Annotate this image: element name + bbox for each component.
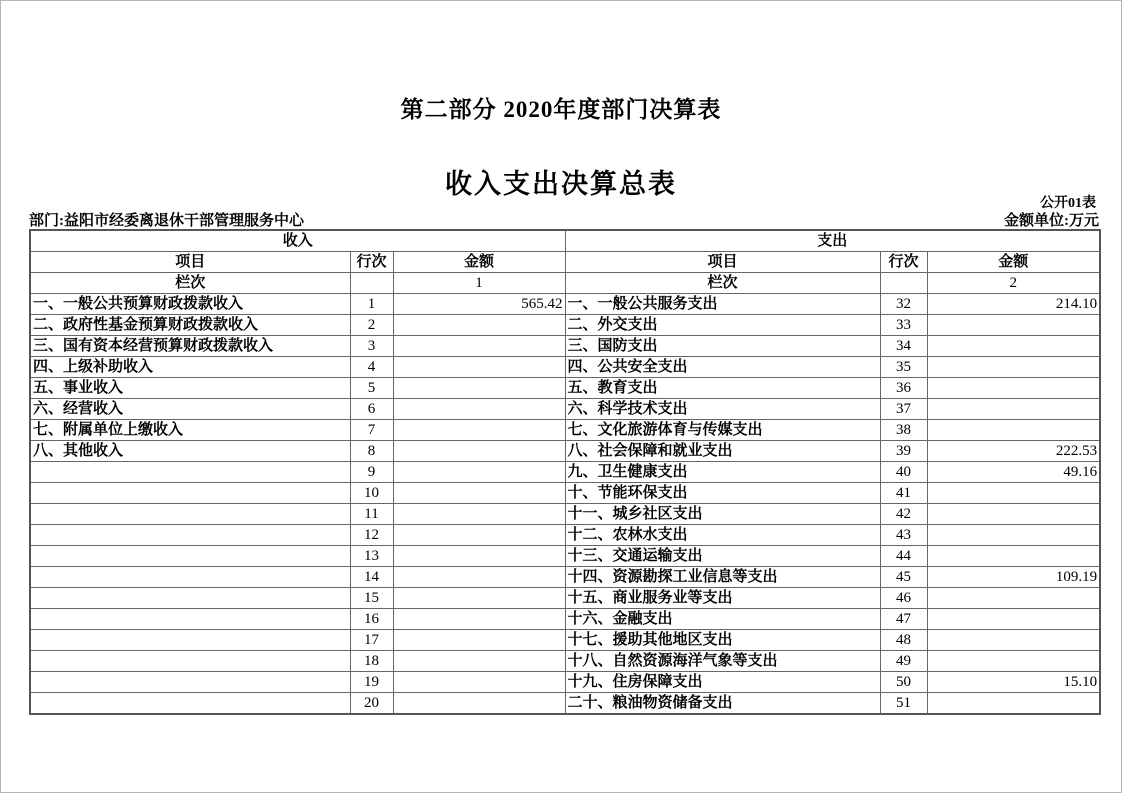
- expense-item-cell: 五、教育支出: [565, 378, 880, 399]
- table-row: [30, 399, 1100, 420]
- expense-amount-cell: [927, 588, 1100, 609]
- expense-col-line: 行次: [880, 252, 927, 273]
- table-row: [30, 378, 1100, 399]
- income-col-item: 项目: [30, 252, 350, 273]
- income-item-cell: 七、附属单位上缴收入: [30, 420, 350, 441]
- expense-amount-cell: [927, 378, 1100, 399]
- expense-item-cell: 十七、援助其他地区支出: [565, 630, 880, 651]
- income-line-cell: 8: [350, 441, 393, 462]
- income-col-line: 行次: [350, 252, 393, 273]
- expense-amount-cell: [927, 504, 1100, 525]
- table-row: [30, 630, 1100, 651]
- table-code: 公开01表: [1040, 196, 1096, 211]
- income-line-cell: 9: [350, 462, 393, 483]
- income-line-cell: 14: [350, 567, 393, 588]
- table-row: [30, 567, 1100, 588]
- expense-line-cell: 40: [880, 462, 927, 483]
- expense-item-cell: 四、公共安全支出: [565, 357, 880, 378]
- income-amount-cell: [393, 357, 565, 378]
- income-line-cell: 20: [350, 693, 393, 715]
- expense-item-cell: 二、外交支出: [565, 315, 880, 336]
- income-line-cell: 18: [350, 651, 393, 672]
- expense-item-cell: 十六、金融支出: [565, 609, 880, 630]
- income-line-cell: 17: [350, 630, 393, 651]
- income-line-cell: 2: [350, 315, 393, 336]
- table-row: [30, 504, 1100, 525]
- expense-amount-cell: [927, 399, 1100, 420]
- expense-line-cell: 33: [880, 315, 927, 336]
- expense-item-cell: 一、一般公共服务支出: [565, 294, 880, 315]
- income-amount-cell: [393, 315, 565, 336]
- expense-line-cell: 51: [880, 693, 927, 715]
- expense-item-cell: 十一、城乡社区支出: [565, 504, 880, 525]
- income-col-number: 1: [393, 273, 565, 294]
- lanci-row: [30, 273, 1100, 294]
- income-item-cell: [30, 651, 350, 672]
- table-row: [30, 672, 1100, 693]
- income-amount-cell: [393, 651, 565, 672]
- income-item-cell: 八、其他收入: [30, 441, 350, 462]
- expense-line-cell: 38: [880, 420, 927, 441]
- expense-item-cell: 六、科学技术支出: [565, 399, 880, 420]
- income-amount-cell: [393, 462, 565, 483]
- income-line-cell: 16: [350, 609, 393, 630]
- expense-item-cell: 十三、交通运输支出: [565, 546, 880, 567]
- expense-line-cell: 44: [880, 546, 927, 567]
- income-item-cell: [30, 525, 350, 546]
- income-col-amount: 金额: [393, 252, 565, 273]
- income-amount-cell: [393, 378, 565, 399]
- table-row: [30, 693, 1100, 715]
- income-line-cell: 13: [350, 546, 393, 567]
- income-line-cell: 19: [350, 672, 393, 693]
- income-line-cell: 6: [350, 399, 393, 420]
- table-row: [30, 588, 1100, 609]
- income-line-cell: 12: [350, 525, 393, 546]
- income-item-cell: [30, 588, 350, 609]
- expense-line-cell: 43: [880, 525, 927, 546]
- expense-amount-cell: [927, 483, 1100, 504]
- expense-col-amount: 金额: [927, 252, 1100, 273]
- income-item-cell: 五、事业收入: [30, 378, 350, 399]
- expense-amount-cell: 214.10: [927, 294, 1100, 315]
- expense-line-cell: 49: [880, 651, 927, 672]
- expense-item-cell: 九、卫生健康支出: [565, 462, 880, 483]
- income-line-cell: 15: [350, 588, 393, 609]
- expense-amount-cell: [927, 336, 1100, 357]
- expense-line-cell: 45: [880, 567, 927, 588]
- income-amount-cell: 565.42: [393, 294, 565, 315]
- table-row: [30, 483, 1100, 504]
- income-amount-cell: [393, 567, 565, 588]
- income-amount-cell: [393, 504, 565, 525]
- meta-row: [29, 209, 1099, 230]
- income-lanci-blank: [350, 273, 393, 294]
- income-item-cell: [30, 546, 350, 567]
- table-row: [30, 651, 1100, 672]
- income-amount-cell: [393, 483, 565, 504]
- income-amount-cell: [393, 672, 565, 693]
- expense-lanci-label: 栏次: [565, 273, 880, 294]
- expense-amount-cell: [927, 420, 1100, 441]
- income-line-cell: 7: [350, 420, 393, 441]
- expense-amount-cell: [927, 651, 1100, 672]
- expense-col-item: 项目: [565, 252, 880, 273]
- expense-item-cell: 十五、商业服务业等支出: [565, 588, 880, 609]
- income-amount-cell: [393, 546, 565, 567]
- income-item-cell: 二、政府性基金预算财政拨款收入: [30, 315, 350, 336]
- income-amount-cell: [393, 630, 565, 651]
- income-line-cell: 1: [350, 294, 393, 315]
- income-item-cell: [30, 672, 350, 693]
- expense-line-cell: 39: [880, 441, 927, 462]
- part-title: 第二部分 2020年度部门决算表: [400, 97, 722, 122]
- expense-line-cell: 50: [880, 672, 927, 693]
- expense-amount-cell: 49.16: [927, 462, 1100, 483]
- income-item-cell: [30, 567, 350, 588]
- table-row: [30, 525, 1100, 546]
- expense-item-cell: 八、社会保障和就业支出: [565, 441, 880, 462]
- income-line-cell: 11: [350, 504, 393, 525]
- income-item-cell: [30, 504, 350, 525]
- expense-amount-cell: [927, 693, 1100, 715]
- expense-amount-cell: [927, 546, 1100, 567]
- budget-table: [29, 229, 1101, 715]
- section-header-row: [30, 230, 1100, 252]
- expense-amount-cell: 15.10: [927, 672, 1100, 693]
- table-row: [30, 420, 1100, 441]
- income-section-header: 收入: [30, 230, 565, 252]
- expense-line-cell: 48: [880, 630, 927, 651]
- expense-line-cell: 36: [880, 378, 927, 399]
- table-row: [30, 357, 1100, 378]
- expense-line-cell: 46: [880, 588, 927, 609]
- unit-label: 金额单位:万元: [1004, 213, 1099, 229]
- table-row: [30, 294, 1100, 315]
- income-amount-cell: [393, 693, 565, 715]
- table-row: [30, 546, 1100, 567]
- income-amount-cell: [393, 420, 565, 441]
- table-body: [30, 294, 1100, 715]
- expense-amount-cell: 222.53: [927, 441, 1100, 462]
- income-item-cell: [30, 483, 350, 504]
- table-row: [30, 336, 1100, 357]
- table-row: [30, 609, 1100, 630]
- expense-line-cell: 35: [880, 357, 927, 378]
- income-line-cell: 4: [350, 357, 393, 378]
- expense-line-cell: 32: [880, 294, 927, 315]
- income-amount-cell: [393, 609, 565, 630]
- expense-item-cell: 十九、住房保障支出: [565, 672, 880, 693]
- table-title: 收入支出决算总表: [445, 169, 677, 199]
- expense-amount-cell: [927, 609, 1100, 630]
- income-line-cell: 5: [350, 378, 393, 399]
- expense-section-header: 支出: [565, 230, 1100, 252]
- income-item-cell: 三、国有资本经营预算财政拨款收入: [30, 336, 350, 357]
- income-amount-cell: [393, 336, 565, 357]
- expense-line-cell: 47: [880, 609, 927, 630]
- table-row: [30, 462, 1100, 483]
- expense-item-cell: 三、国防支出: [565, 336, 880, 357]
- income-amount-cell: [393, 399, 565, 420]
- expense-amount-cell: [927, 315, 1100, 336]
- income-amount-cell: [393, 588, 565, 609]
- income-item-cell: [30, 630, 350, 651]
- income-item-cell: [30, 693, 350, 715]
- income-lanci-label: 栏次: [30, 273, 350, 294]
- expense-item-cell: 十二、农林水支出: [565, 525, 880, 546]
- expense-item-cell: 七、文化旅游体育与传媒支出: [565, 420, 880, 441]
- expense-col-number: 2: [927, 273, 1100, 294]
- column-header-row: [30, 252, 1100, 273]
- income-line-cell: 3: [350, 336, 393, 357]
- expense-amount-cell: [927, 357, 1100, 378]
- expense-line-cell: 42: [880, 504, 927, 525]
- income-item-cell: [30, 609, 350, 630]
- department-label: 部门:益阳市经委离退休干部管理服务中心: [29, 213, 304, 229]
- income-amount-cell: [393, 525, 565, 546]
- table-row: [30, 315, 1100, 336]
- expense-item-cell: 二十、粮油物资储备支出: [565, 693, 880, 715]
- expense-item-cell: 十、节能环保支出: [565, 483, 880, 504]
- income-line-cell: 10: [350, 483, 393, 504]
- income-amount-cell: [393, 441, 565, 462]
- expense-lanci-blank: [880, 273, 927, 294]
- table-row: [30, 441, 1100, 462]
- expense-amount-cell: 109.19: [927, 567, 1100, 588]
- expense-line-cell: 34: [880, 336, 927, 357]
- expense-amount-cell: [927, 525, 1100, 546]
- income-item-cell: 六、经营收入: [30, 399, 350, 420]
- income-item-cell: [30, 462, 350, 483]
- expense-amount-cell: [927, 630, 1100, 651]
- expense-item-cell: 十八、自然资源海洋气象等支出: [565, 651, 880, 672]
- expense-line-cell: 37: [880, 399, 927, 420]
- expense-item-cell: 十四、资源勘探工业信息等支出: [565, 567, 880, 588]
- income-item-cell: 一、一般公共预算财政拨款收入: [30, 294, 350, 315]
- income-item-cell: 四、上级补助收入: [30, 357, 350, 378]
- expense-line-cell: 41: [880, 483, 927, 504]
